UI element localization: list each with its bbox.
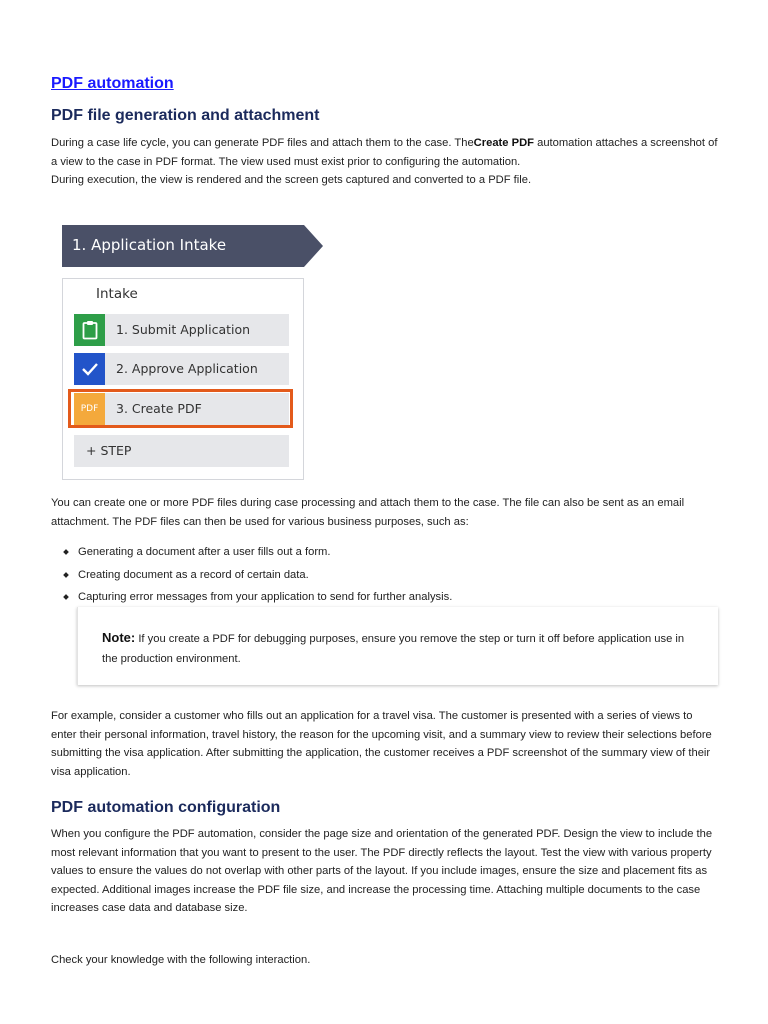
list-item: Creating document as a record of certain data. — [62, 564, 452, 587]
purpose-list — [62, 541, 452, 609]
note-callout — [77, 607, 718, 685]
list-item: Generating a document after a user fills out a form. — [62, 541, 452, 564]
step-label: 3. Create PDF — [116, 401, 202, 416]
add-step-label: + STEP — [86, 443, 132, 458]
pdf-icon — [74, 393, 105, 425]
intro-text-1: During a case life cycle, you can generate PDF files and attach them to the case. The — [51, 137, 474, 149]
stage-label: 1. Application Intake — [72, 236, 227, 254]
intro-text-3: During execution, the view is rendered and the screen gets captured and converted to a PDF file. — [51, 174, 532, 186]
stage-banner — [62, 225, 322, 267]
intro-text-2: automation attaches a screenshot of a view to the case in PDF format. The view used must exist prior to configuring the automation. — [51, 137, 718, 168]
step-submit-application[interactable] — [74, 314, 289, 346]
step-approve-application[interactable] — [74, 353, 289, 385]
case-flow-diagram — [62, 225, 324, 480]
pdf-badge-text: PDF — [80, 404, 99, 414]
check-icon — [74, 353, 105, 385]
footer-text: Check your knowledge with the following interaction. — [51, 954, 311, 966]
pdf-automation-link[interactable]: PDF automation — [51, 75, 174, 92]
note-body: If you create a PDF for debugging purposes, ensure you remove the step or turn it off before application use in the production environment. — [102, 633, 685, 665]
note-text — [102, 628, 702, 669]
section-title: PDF automation configuration — [51, 799, 281, 816]
step-label: 2. Approve Application — [116, 361, 258, 376]
intro-paragraph — [51, 134, 721, 190]
list-item: Capturing error messages from your application to send for further analysis. — [62, 586, 452, 609]
step-create-pdf[interactable] — [74, 393, 289, 425]
configuration-paragraph: When you configure the PDF automation, consider the page size and orientation of the generated PDF. Design the view to include the most relevant information that you want to present to the user. The PDF directly reflects the layout. Test the view with various property values to ensure the values do not overlap with other parts of the layout. If you include images, ensure the size and placement fits as expected. Additional images increase the PDF file size, and increase the processing time. Attaching multiple documents to the case increases case data and database size. — [51, 828, 713, 914]
step-label: 1. Submit Application — [116, 322, 251, 337]
page-title: PDF file generation and attachment — [51, 107, 320, 124]
process-title: Intake — [96, 286, 138, 302]
example-paragraph: For example, consider a customer who fills out an application for a travel visa. The customer is presented with a series of views to enter their personal information, travel history, the reason for the upcoming visit, and a summary view to review their selections before submitting the visa application. After submitting the application, the customer receives a PDF screenshot of the summary view of their visa application. — [51, 710, 712, 778]
create-pdf-bold: Create PDF — [473, 137, 534, 149]
usage-paragraph: You can create one or more PDF files during case processing and attach them to the case. The file can also be sent as an email attachment. The PDF files can then be used for various business purposes, such as: — [51, 497, 685, 528]
note-label: Note: — [102, 630, 136, 645]
add-step-button[interactable] — [74, 435, 289, 467]
clipboard-icon — [74, 314, 105, 346]
